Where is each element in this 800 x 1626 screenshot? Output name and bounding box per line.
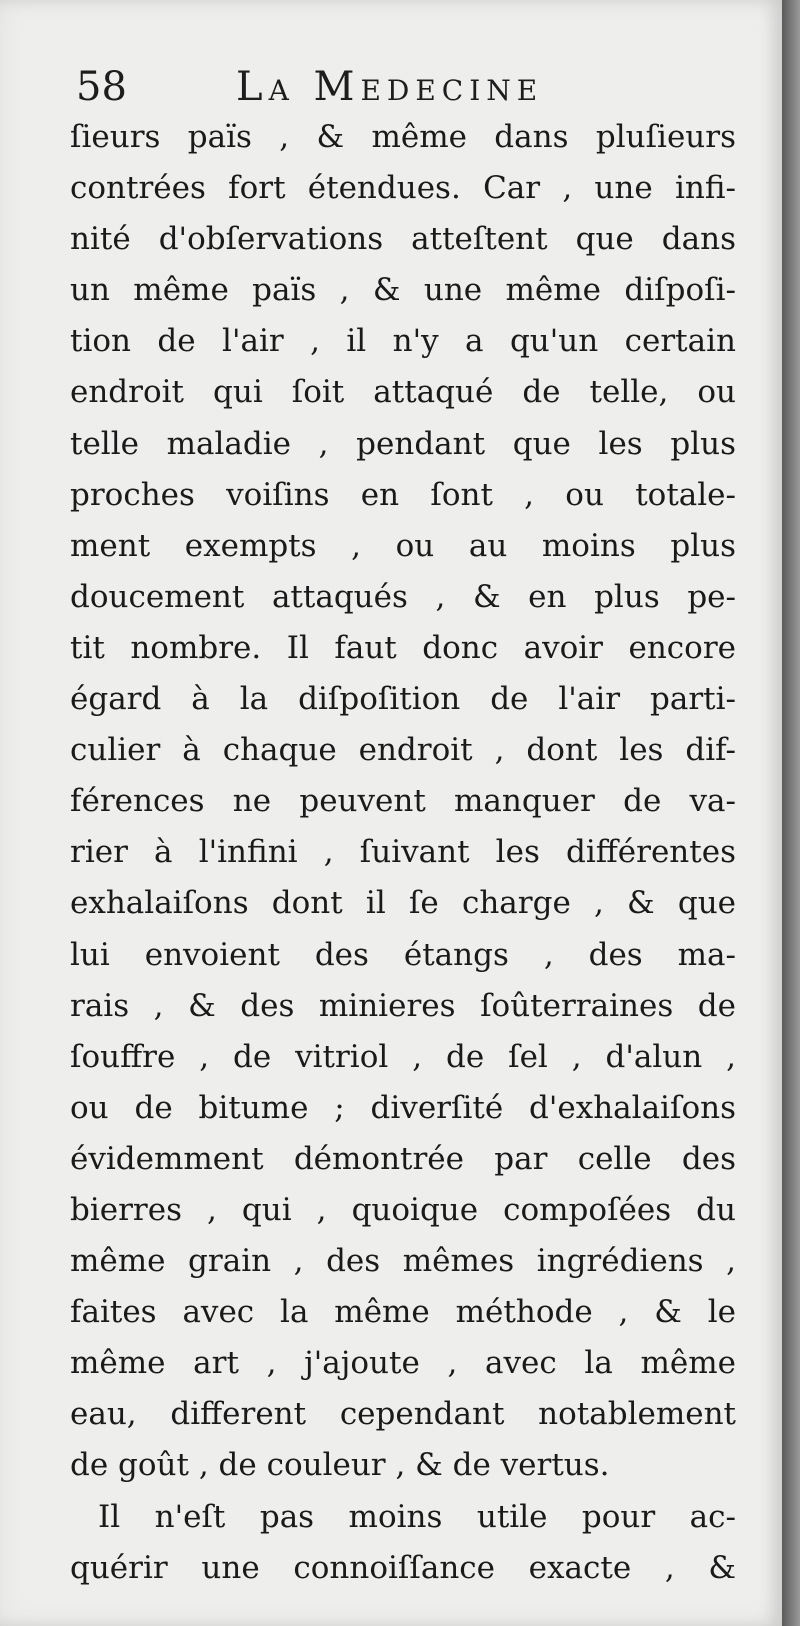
- text-line: contrées fort étendues. Car , une infi-: [70, 170, 736, 207]
- text-line: doucement attaqués , & en plus pe-: [70, 578, 736, 615]
- text-line: égard à la diſpoſition de l'air parti-: [70, 681, 736, 718]
- text-line: nité d'obſervations atteſtent que dans: [70, 221, 736, 258]
- text-line: ſieurs païs , & même dans pluſieurs: [70, 119, 736, 155]
- text-line: rier à l'infini , ſuivant les différentes: [70, 834, 736, 871]
- text-line: tion de l'air , il n'y a qu'un certain: [70, 323, 736, 360]
- text-line: lui envoient des étangs , des ma-: [70, 936, 736, 973]
- text-line: proches voiſins en ſont , ou totale-: [70, 476, 736, 513]
- page-edge-shadow: [782, 0, 800, 1626]
- text-line: tit nombre. Il faut donc avoir encore: [70, 629, 736, 666]
- text-line: telle maladie , pendant que les plus: [70, 425, 736, 462]
- text-line: de goût , de couleur , & de vertus.: [70, 1447, 610, 1484]
- text-line: évidemment démontrée par celle des: [70, 1140, 736, 1177]
- text-line: même grain , des mêmes ingrédiens ,: [70, 1243, 736, 1280]
- text-line: férences ne peuvent manquer de va-: [70, 783, 736, 820]
- text-line: rais , & des minieres ſoûterraines de: [70, 987, 736, 1024]
- page-number: 58: [76, 64, 127, 110]
- running-head: La Medecine: [236, 64, 544, 110]
- text-line: culier à chaque endroit , dont les dif-: [70, 732, 736, 769]
- text-line: endroit qui ſoit attaqué de telle, ou: [70, 374, 736, 411]
- text-line: un même païs , & une même diſpoſi-: [70, 272, 736, 309]
- text-line: ment exempts , ou au moins plus: [70, 527, 736, 564]
- text-line: Il n'eſt pas moins utile pour ac-: [98, 1498, 736, 1535]
- text-line: même art , j'ajoute , avec la même: [70, 1345, 736, 1382]
- text-line: quérir une connoiſſance exacte , &: [70, 1549, 736, 1586]
- text-line: bierres , qui , quoique compoſées du: [70, 1191, 736, 1228]
- body-text: [70, 112, 736, 1594]
- text-line: ou de bitume ; diverſité d'exhalaiſons: [70, 1089, 736, 1126]
- text-line: faites avec la même méthode , & le: [70, 1294, 736, 1331]
- text-line: ſouffre , de vitriol , de ſel , d'alun ,: [70, 1038, 736, 1075]
- text-line: eau, different cependant notablement: [70, 1396, 736, 1433]
- text-line: exhalaiſons dont il ſe charge , & que: [70, 885, 736, 922]
- page-header: [76, 62, 736, 112]
